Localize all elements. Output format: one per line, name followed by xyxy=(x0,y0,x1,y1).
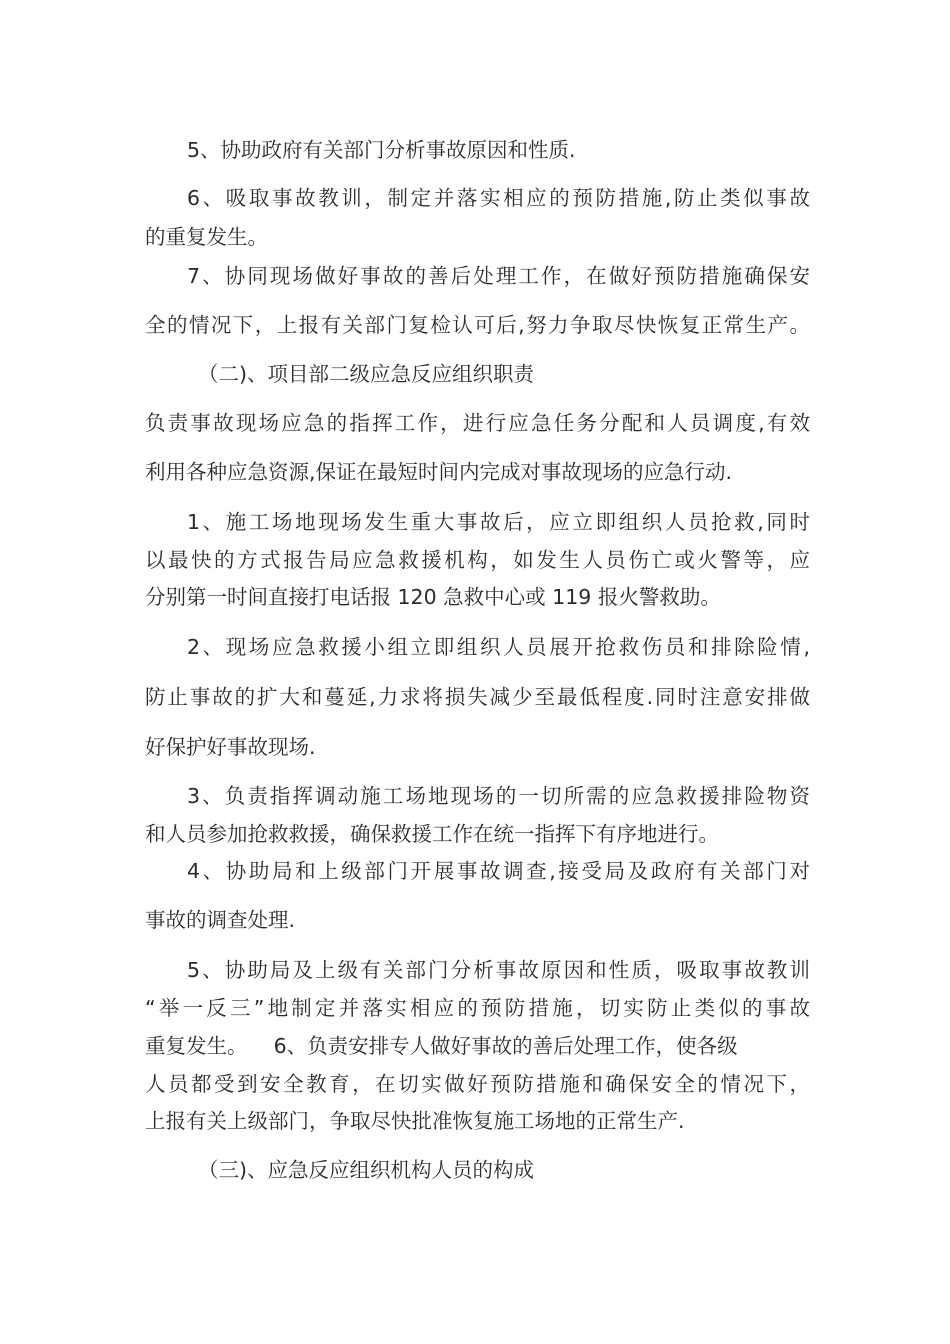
text-line: 重复发生。 6、负责安排专人做好事故的善后处理工作，使各级 xyxy=(145,1034,738,1058)
text-line: 利用各种应急资源,保证在最短时间内完成对事故现场的应急行动. xyxy=(145,460,733,484)
text-line: 和人员参加抢救救援，确保救援工作在统一指挥下有序地进行。 xyxy=(145,822,719,846)
text-line: 3、负责指挥调动施工场地现场的一切所需的应急救援排险物资 xyxy=(187,784,810,808)
section-heading: （三)、应急反应组织机构人员的构成 xyxy=(198,1158,534,1182)
text-line: 5、协助局及上级有关部门分析事故原因和性质，吸取事故教训 xyxy=(187,958,810,982)
text-line: 好保护好事故现场. xyxy=(145,735,316,759)
text-line: 的重复发生。 xyxy=(145,225,268,249)
text-line: 2、现场应急救援小组立即组织人员展开抢救伤员和排除险情, xyxy=(187,635,810,659)
text-line: 5、协助政府有关部门分析事故原因和性质. xyxy=(187,138,576,162)
section-heading: （二)、项目部二级应急反应组织职责 xyxy=(198,362,534,386)
text-line: 上报有关上级部门，争取尽快批准恢复施工场地的正常生产. xyxy=(145,1109,685,1133)
text-line: 人员都受到安全教育，在切实做好预防措施和确保安全的情况下， xyxy=(145,1072,810,1096)
text-line: 7、协同现场做好事故的善后处理工作，在做好预防措施确保安 xyxy=(187,264,810,288)
text-line: 4、协助局和上级部门开展事故调查,接受局及政府有关部门对 xyxy=(187,859,810,883)
text-line: 分别第一时间直接打电话报 120 急救中心或 119 报火警救助。 xyxy=(145,585,721,609)
text-line: “举一反三”地制定并落实相应的预防措施，切实防止类似的事故 xyxy=(145,996,810,1020)
text-line: 1、施工场地现场发生重大事故后，应立即组织人员抢救,同时 xyxy=(187,510,810,534)
text-line: 以最快的方式报告局应急救援机构，如发生人员伤亡或火警等，应 xyxy=(145,548,810,572)
text-line: 6、吸取事故教训，制定并落实相应的预防措施,防止类似事故 xyxy=(187,186,810,210)
text-line: 全的情况下，上报有关部门复检认可后,努力争取尽快恢复正常生产。 xyxy=(145,313,810,337)
text-line: 防止事故的扩大和蔓延,力求将损失减少至最低程度.同时注意安排做 xyxy=(145,685,810,709)
text-line: 事故的调查处理. xyxy=(145,908,296,932)
text-line: 负责事故现场应急的指挥工作，进行应急任务分配和人员调度,有效 xyxy=(145,411,810,435)
